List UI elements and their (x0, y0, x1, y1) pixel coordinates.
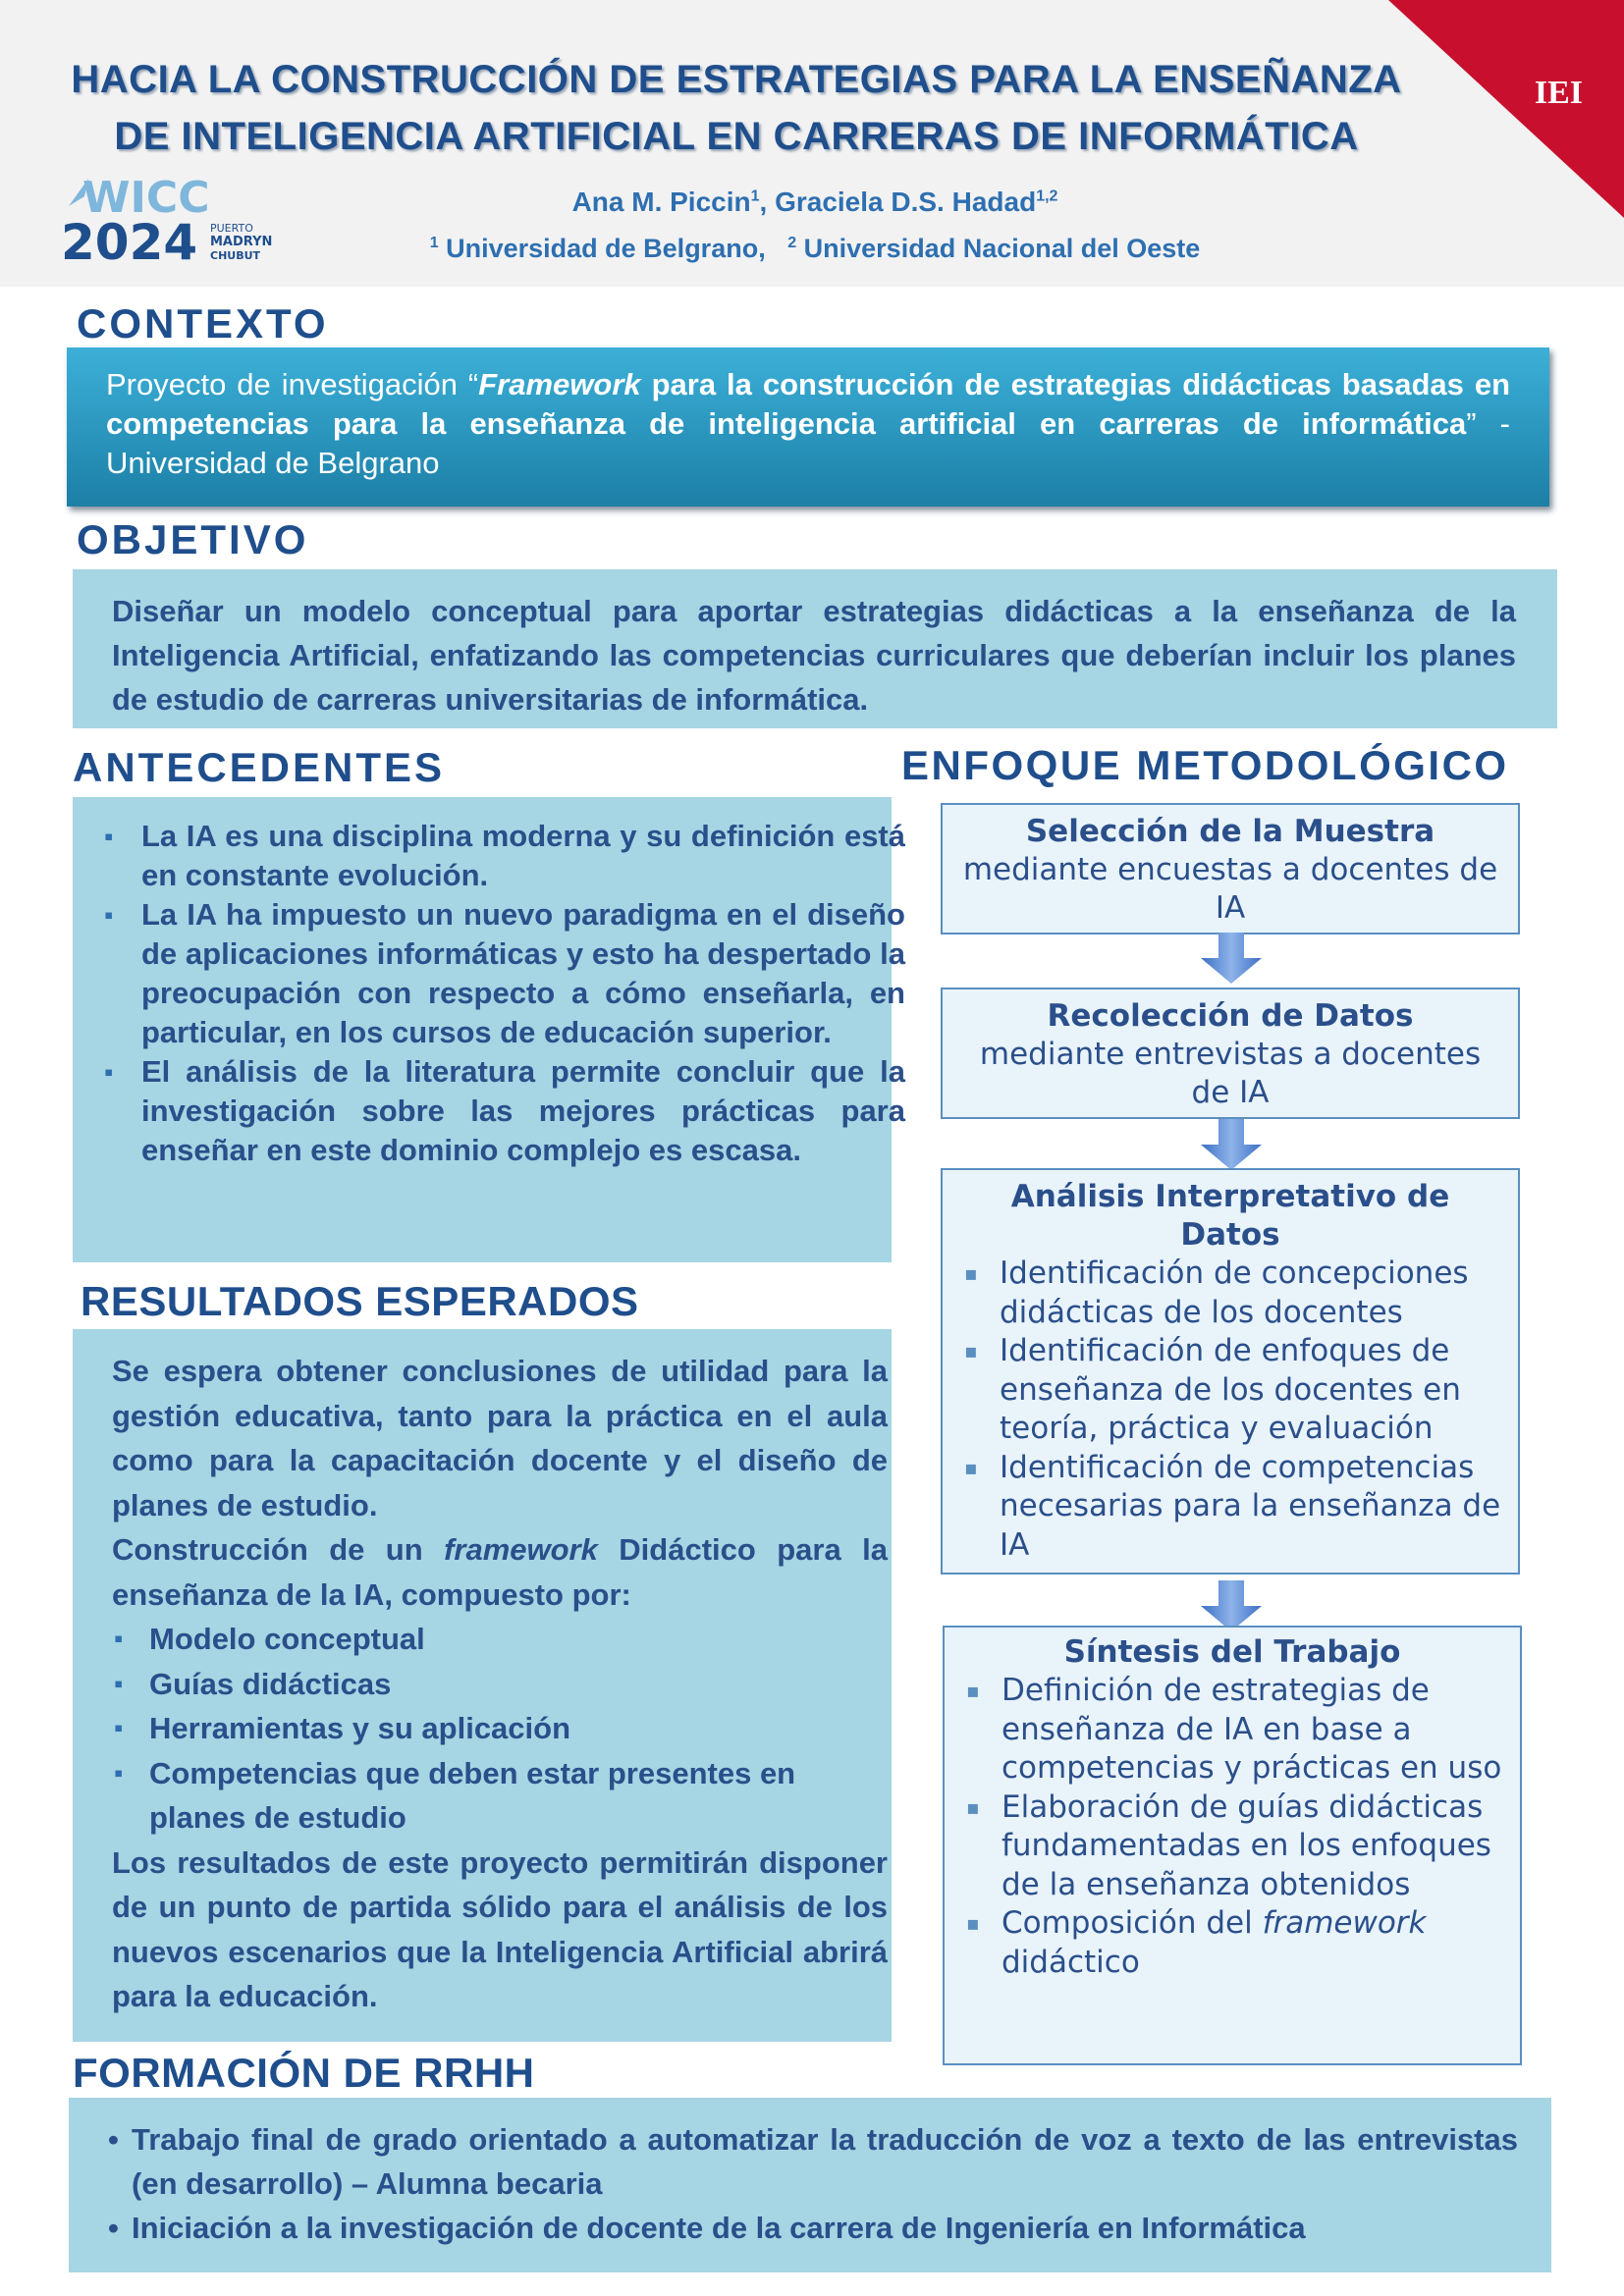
author-sep: , (759, 187, 776, 217)
resultados-p2a: Construcción de un (112, 1532, 445, 1567)
step-analisis-item: ▪ Identificación de competencias necesarias para la enseñanza de IA (943, 1449, 1518, 1566)
step-muestra-sub: mediante encuestas a docentes de IA (962, 852, 1498, 926)
contexto-text-a: Proyecto de investigación “ (106, 367, 479, 401)
rrhh-list (108, 2117, 1518, 2250)
objetivo-box (73, 569, 1557, 728)
step-sintesis-last-c: didáctico (1001, 1944, 1140, 1980)
logo-place-1: PUERTO (210, 222, 253, 235)
resultados-item: ▪ Herramientas y su aplicación (112, 1706, 888, 1751)
step-analisis-title: Análisis Interpretativo de Datos (1010, 1179, 1450, 1253)
objetivo-text: Diseñar un modelo conceptual para aportar estrategias didácticas a la enseñanza de la Inteligencia Artificial, enfatizando las competencias curriculares que deberían incluir los planes de estudio de carreras universitarias de informática. (112, 594, 1516, 717)
title-line-1: HACIA LA CONSTRUCCIÓN DE ESTRATEGIAS PARA LA ENSEÑANZA (71, 58, 1402, 101)
title-line-2: DE INTELIGENCIA ARTIFICIAL EN CARRERAS DE INFORMÁTICA (114, 115, 1359, 158)
step-analisis-item: ▪ Identificación de enfoques de enseñanza de los docentes en teoría, práctica y evaluación (943, 1332, 1518, 1449)
antecedentes-item: ▪ La IA es una disciplina moderna y su definición está en constante evolución. (102, 817, 905, 895)
rrhh-box (69, 2098, 1551, 2272)
resultados-item: ▪ Competencias que deben estar presentes en planes de estudio (112, 1751, 888, 1841)
arrow-down-icon (1201, 933, 1262, 984)
resultados-content (112, 1349, 888, 2019)
antecedentes-heading: ANTECEDENTES (73, 744, 446, 790)
author-2: Graciela D.S. Hadad (775, 187, 1037, 217)
step-sintesis-item: ▪ Elaboración de guías didácticas fundamentadas en los enfoques de la enseñanza obtenidos (945, 1789, 1520, 1905)
logo-top: WICC (82, 173, 210, 223)
author-2-sup: 1,2 (1036, 187, 1058, 205)
affil-2-num: 2 (787, 235, 797, 251)
resultados-box (73, 1329, 892, 2042)
resultados-list (112, 1617, 888, 1841)
logo-place-3: CHUBUT (210, 249, 261, 262)
resultados-p2 (112, 1527, 888, 1617)
logo-year: 2024 (61, 214, 198, 267)
arrow-down-icon (1201, 1580, 1262, 1631)
header-band (0, 0, 1624, 287)
wicc-logo (61, 169, 287, 267)
step-muestra (941, 803, 1520, 934)
rrhh-heading: FORMACIÓN DE RRHH (73, 2050, 535, 2096)
resultados-item: ▪ Guías didácticas (112, 1662, 888, 1707)
authors (412, 187, 1218, 218)
arrow-down-icon (1201, 1119, 1262, 1170)
step-muestra-title: Selección de la Muestra (1025, 814, 1435, 849)
step-sintesis (943, 1626, 1522, 2065)
author-1: Ana M. Piccin (571, 187, 751, 217)
step-sintesis-item (945, 1904, 1520, 1982)
rrhh-item: • Trabajo final de grado orientado a automatizar la traducción de voz a texto de las entrevistas (en desarrollo) – Alumna becaria (108, 2117, 1518, 2206)
antecedentes-box (73, 797, 905, 1262)
contexto-heading: CONTEXTO (77, 300, 329, 347)
enfoque-heading: ENFOQUE METODOLÓGICO (901, 742, 1509, 788)
antecedentes-item: ▪ La IA ha impuesto un nuevo paradigma en el diseño de aplicaciones informáticas y esto ha despertado la preocupación con respecto a cómo enseñarla, en particular, en los cursos de educación superior. (102, 895, 905, 1052)
objetivo-heading: OBJETIVO (77, 516, 309, 562)
corner-label: IEI (1534, 75, 1583, 111)
step-sintesis-item: ▪ Definición de estrategias de enseñanza de IA en base a competencias y prácticas en uso (945, 1672, 1520, 1789)
contexto-text-c: para la construcción de estrategias didácticas basadas en competencias para la enseñanza de inteligencia artificial en carreras de informática (106, 367, 1511, 441)
step-recoleccion-sub: mediante entrevistas a docentes de IA (979, 1037, 1482, 1110)
step-recoleccion-title: Recolección de Datos (1047, 998, 1414, 1034)
affil-1-num: 1 (429, 235, 439, 251)
poster-title (29, 51, 1443, 165)
step-analisis-item: ▪ Identificación de concepciones didácticas de los docentes (943, 1255, 1518, 1332)
resultados-p3: Los resultados de este proyecto permitirán disponer de un punto de partida sólido para el análisis de los nuevos escenarios que la Inteligencia Artificial abrirá para la educación. (112, 1844, 888, 2013)
step-recoleccion (941, 988, 1520, 1119)
affil-1: Universidad de Belgrano, (446, 234, 766, 263)
resultados-heading: RESULTADOS ESPERADOS (81, 1278, 639, 1324)
rrhh-item: • Iniciación a la investigación de docente de la carrera de Ingeniería en Informática (108, 2206, 1518, 2250)
step-sintesis-last-a: Composición del (1001, 1905, 1263, 1941)
logo-place-2: MADRYN (210, 235, 273, 249)
step-sintesis-title: Síntesis del Trabajo (1063, 1634, 1401, 1670)
contexto-box (67, 347, 1549, 507)
contexto-text-d: ” - Universidad de Belgrano (106, 406, 1510, 480)
resultados-p2-framework: framework (444, 1532, 598, 1567)
contexto-text (106, 365, 1510, 483)
antecedentes-item: ▪ El análisis de la literatura permite concluir que la investigación sobre las mejores prácticas para enseñar en este dominio complejo es escasa. (102, 1052, 905, 1170)
step-analisis (941, 1168, 1520, 1575)
step-analisis-list (943, 1255, 1518, 1565)
resultados-p2c: Didáctico para la enseñanza de la IA, compuesto por: (112, 1532, 888, 1612)
resultados-p1: Se espera obtener conclusiones de utilidad para la gestión educativa, tanto para la práctica en el aula como para la capacitación docente y el diseño de planes de estudio. (112, 1354, 888, 1522)
affil-2: Universidad Nacional del Oeste (803, 234, 1201, 263)
contexto-text-framework: Framework (478, 367, 641, 401)
antecedentes-list (102, 817, 905, 1170)
step-sintesis-framework: framework (1262, 1905, 1427, 1941)
step-sintesis-list (945, 1672, 1520, 1982)
affiliations (295, 234, 1335, 264)
author-1-sup: 1 (750, 187, 760, 205)
resultados-item: ▪ Modelo conceptual (112, 1617, 888, 1662)
